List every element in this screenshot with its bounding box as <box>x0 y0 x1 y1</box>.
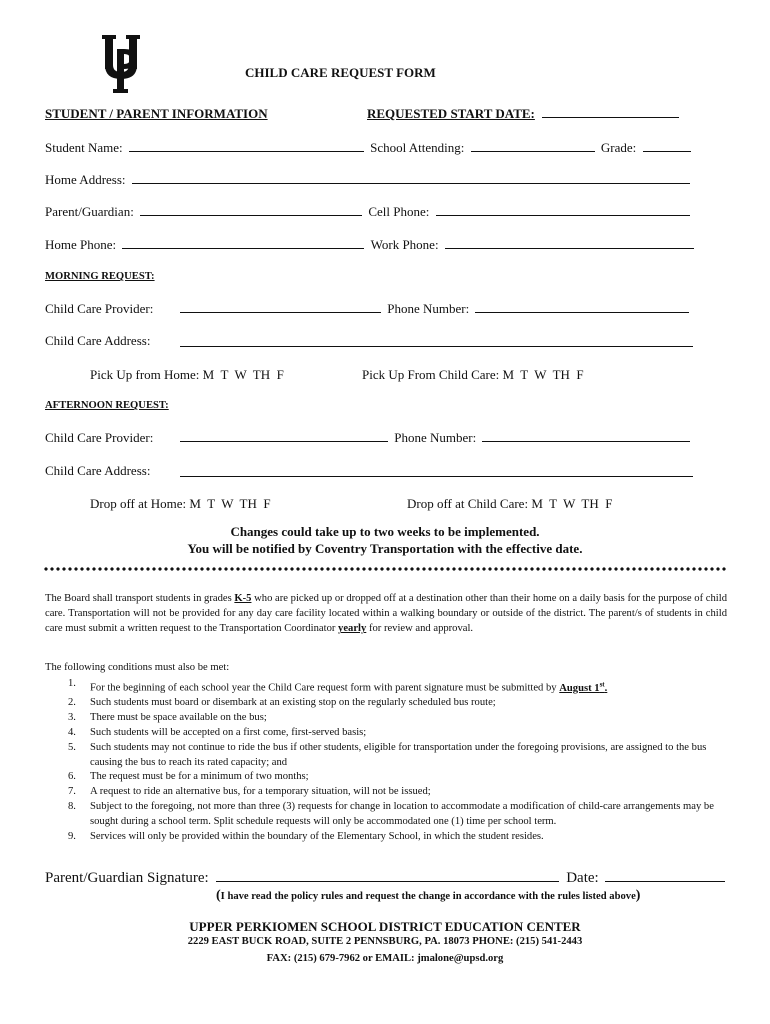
condition-text: Subject to the foregoing, not more than three (3) requests for change in location to accommodate a modification of child-care arrangements may be sought during a school term. Split schedule requests will only be accommodated one (1) time per school term. <box>90 800 714 827</box>
home-phone-label: Home Phone: <box>45 237 117 252</box>
upsd-monogram-logo-icon <box>100 35 142 93</box>
signature-label: Parent/Guardian Signature: <box>45 870 209 886</box>
condition-number: 9. <box>68 830 76 842</box>
morning-provider-row <box>180 301 689 317</box>
home-address-label: Home Address: <box>45 172 126 187</box>
signature-row <box>45 868 725 887</box>
afternoon-provider-field[interactable] <box>180 430 388 442</box>
pickup-care-days[interactable]: M T W TH F <box>502 367 584 382</box>
condition-number: 2. <box>68 697 76 709</box>
dropoff-care-row <box>407 496 612 512</box>
afternoon-address-label: Child Care Address: <box>45 463 151 478</box>
school-label: School Attending: <box>370 140 465 155</box>
condition-item <box>45 770 727 785</box>
afternoon-phone-label: Phone Number: <box>394 430 477 445</box>
condition-number: 3. <box>68 712 76 724</box>
parent-label: Parent/Guardian: <box>45 204 134 219</box>
afternoon-provider-label: Child Care Provider: <box>45 430 154 445</box>
conditions-intro: The following conditions must also be met: <box>45 662 230 673</box>
policy-yearly: yearly <box>338 623 367 635</box>
dropoff-home-days[interactable]: M T W TH F <box>189 496 271 511</box>
dropoff-home-row <box>90 496 271 512</box>
condition-text: A request to ride an alternative bus, for a temporary situation, will not be issued; <box>90 786 431 798</box>
condition-number: 6. <box>68 771 76 783</box>
condition-number: 1. <box>68 678 76 689</box>
morning-phone-label: Phone Number: <box>387 301 470 316</box>
morning-provider-field[interactable] <box>180 301 381 313</box>
acknowledgement-row: (I have read the policy rules and request the change in accordance with the rules listed above) <box>216 888 641 903</box>
morning-phone-field[interactable] <box>475 301 689 313</box>
work-phone-field[interactable] <box>445 237 694 249</box>
condition-text: For the beginning of each school year the Child Care request form with parent signature must be submitted by <box>90 682 560 694</box>
start-date-row <box>367 106 679 122</box>
afternoon-heading: AFTERNOON REQUEST: <box>45 400 169 411</box>
parent-field[interactable] <box>140 204 362 216</box>
pickup-home-days[interactable]: M T W TH F <box>202 367 284 382</box>
condition-number: 8. <box>68 800 76 812</box>
policy-paragraph <box>45 591 727 637</box>
condition-text: There must be space available on the bus; <box>90 712 267 724</box>
policy-text-a: The Board shall transport students in grades <box>45 593 235 604</box>
morning-address-label: Child Care Address: <box>45 333 151 348</box>
signature-date-field[interactable] <box>605 868 725 882</box>
condition-item <box>45 711 727 726</box>
condition-item <box>45 800 727 830</box>
pickup-home-label: Pick Up from Home: <box>90 367 200 382</box>
school-field[interactable] <box>471 140 595 152</box>
condition-item <box>45 677 727 696</box>
condition-item <box>45 785 727 800</box>
start-date-label: REQUESTED START DATE: <box>367 106 535 121</box>
deadline-date: August 1 <box>559 682 600 694</box>
student-name-label: Student Name: <box>45 140 123 155</box>
student-name-field[interactable] <box>129 140 364 152</box>
condition-number: 5. <box>68 741 76 753</box>
form-title: CHILD CARE REQUEST FORM <box>245 65 436 80</box>
condition-text: Such students must board or disembark at an existing stop on the regularly scheduled bus route; <box>90 697 496 709</box>
afternoon-address-field[interactable] <box>180 465 693 477</box>
home-address-row <box>45 172 690 188</box>
grade-label: Grade: <box>600 140 637 155</box>
pickup-care-row <box>362 367 584 383</box>
dropoff-home-label: Drop off at Home: <box>90 496 187 511</box>
signature-field[interactable] <box>216 868 559 882</box>
condition-item <box>45 741 727 771</box>
condition-number: 7. <box>68 786 76 798</box>
condition-text: Services will only be provided within the boundary of the Elementary School, in which the student resides. <box>90 830 544 842</box>
student-parent-heading: STUDENT / PARENT INFORMATION <box>45 106 268 121</box>
work-phone-label: Work Phone: <box>370 237 439 252</box>
home-address-field[interactable] <box>132 172 690 184</box>
afternoon-phone-field[interactable] <box>482 430 690 442</box>
pickup-home-row <box>90 367 284 383</box>
condition-text: The request must be for a minimum of two months; <box>90 771 309 783</box>
cell-phone-field[interactable] <box>436 204 690 216</box>
dotted-divider <box>43 567 727 571</box>
grade-field[interactable] <box>643 140 691 152</box>
morning-provider-label: Child Care Provider: <box>45 301 154 316</box>
signature-date-label: Date: <box>566 870 599 886</box>
condition-text: Such students will be accepted on a first come, first-served basis; <box>90 726 367 738</box>
acknowledgement-text: I have read the policy rules and request the change in accordance with the rules listed above <box>220 891 636 902</box>
start-date-field[interactable] <box>542 106 679 118</box>
deadline-suffix: st <box>599 680 605 688</box>
pickup-care-label: Pick Up From Child Care: <box>362 367 500 382</box>
footer-address: 2229 EAST BUCK ROAD, SUITE 2 PENNSBURG, PA. 18073 PHONE: (215) 541-2443 <box>187 936 583 947</box>
condition-text: Such students may not continue to ride the bus if other students, eligible for transportation under the foregoing provisions, are assigned to the bus causing the bus to reach its rated capacity; and <box>90 741 707 768</box>
home-phone-field[interactable] <box>122 237 364 249</box>
footer-org: UPPER PERKIOMEN SCHOOL DISTRICT EDUCATION CENTER <box>189 919 581 934</box>
dropoff-care-label: Drop off at Child Care: <box>407 496 529 511</box>
cell-phone-label: Cell Phone: <box>368 204 430 219</box>
dropoff-care-days[interactable]: M T W TH F <box>531 496 613 511</box>
notice-line-1: Changes could take up to two weeks to be implemented. <box>230 524 540 539</box>
condition-item <box>45 696 727 711</box>
condition-deadline: August 1st. <box>559 680 608 694</box>
footer-contact: FAX: (215) 679-7962 or EMAIL: jmalone@upsd.org <box>266 953 504 964</box>
home-phone-row <box>45 237 694 253</box>
notice-line-2: You will be notified by Coventry Transportation with the effective date. <box>187 541 583 556</box>
afternoon-provider-row <box>180 430 690 446</box>
policy-text-b: who are picked up or dropped off at a destination other than their home on a daily basis for the purpose of child care. Transportation will not be provided for any day care facility located within a walking boundary or outside of the district. The parent/s of students in child care must submit a written request to the Transportation Coordinator <box>45 593 727 635</box>
conditions-list <box>45 677 727 844</box>
policy-grades: K-5 <box>234 593 252 604</box>
condition-item <box>45 726 727 741</box>
parent-row <box>45 204 690 220</box>
condition-number: 4. <box>68 726 76 738</box>
morning-address-field[interactable] <box>180 335 693 347</box>
condition-item <box>45 830 727 845</box>
morning-heading: MORNING REQUEST: <box>45 271 155 282</box>
student-name-row <box>45 140 691 156</box>
policy-text-c: for review and approval. <box>366 623 474 635</box>
